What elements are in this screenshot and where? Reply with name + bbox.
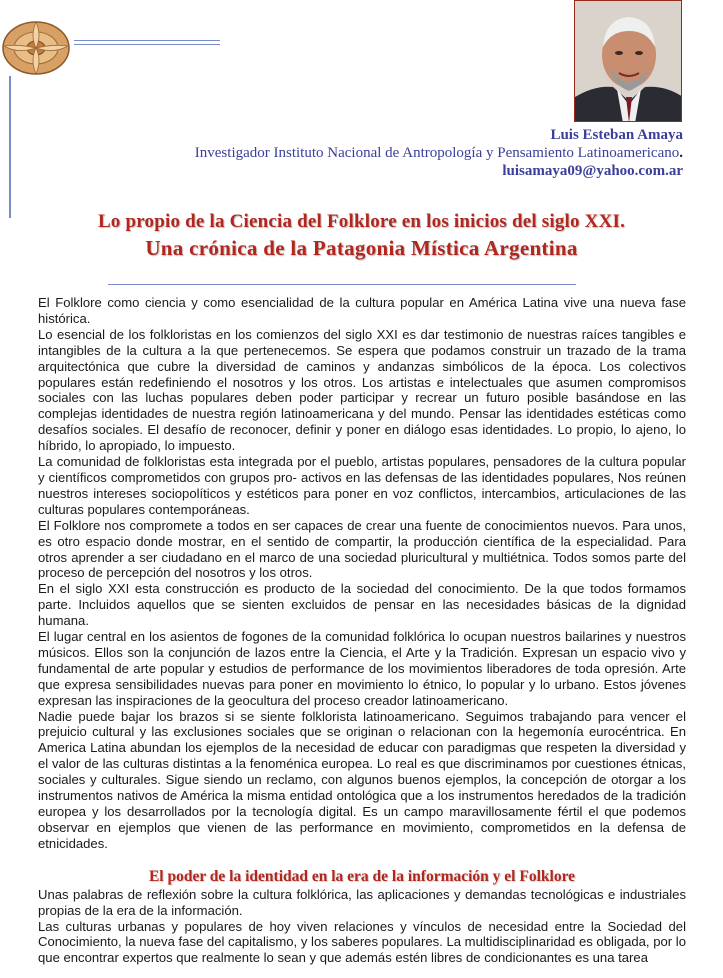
paragraph: La comunidad de folkloristas esta integrada por el pueblo, artistas populares, pensadores de la cultura popular y científicos comprometidos con grupos pro- activos en las defensas de las identidades populares, Nos reúnen nuestros intereses sociopolíticos y estéticos para poner en voz conflictos, intercambios, articulaciones de las culturas populares contemporáneas. (38, 454, 686, 517)
document-title (0, 210, 723, 262)
author-institution-text: Investigador Instituto Nacional de Antropología y Pensamiento Latinoamericano (194, 145, 680, 161)
article-body (38, 295, 686, 966)
author-portrait-icon (574, 0, 682, 122)
seed-pod-logo-icon (0, 14, 74, 80)
title-line-1: Lo propio de la Ciencia del Folklore en los inicios del siglo XXI. (97, 211, 626, 232)
header-rule-bottom (74, 44, 220, 45)
paragraph: Unas palabras de reflexión sobre la cultura folklórica, las aplicaciones y demandas tecnológicas e industriales propias de la era de la información. (38, 886, 686, 918)
header-rule-top (74, 40, 220, 41)
paragraph: Las culturas urbanas y populares de hoy viven relaciones y vínculos de necesidad entre la Sociedad del Conocimiento, la nueva fase del capitalismo, y los saberes populares. La multidisciplinaridad es obligada, por lo que encontrar expertos que realmente lo sean y que además estén libres de condicionantes es una tarea (38, 918, 686, 966)
title-rule (108, 284, 576, 285)
left-margin-rule (9, 76, 11, 218)
paragraph: El lugar central en los asientos de fogones de la comunidad folklórica lo ocupan nuestros bailarines y nuestros músicos. Ellos son la conjunción de lazos entre la Ciencia, el Arte y la Tradición. Expresan un espacio vivo y fundamental de arte popular y estudios de performance de los movimientos liberadores de toda opresión. Arte que expresa sensibilidades nuevas para poner en movimiento lo étnico, lo popular y lo urbano. Estos jóvenes expresan las inspiraciones de la geocultura del proceso creador latinoamericano. (38, 629, 686, 708)
author-email: luisamaya09@yahoo.com.ar (502, 163, 683, 179)
paragraph: Lo esencial de los folkloristas en los comienzos del siglo XXI es dar testimonio de nuestras raíces tangibles e intangibles de la cultura a la que pertenecemos. Se espera que podamos construir un trazado de la trama arquitectónica que cubre la diversidad de caminos y andanzas simbólicos de la época. Los colectivos populares están redefiniendo el nosotros y los otros. Los artistas e intelectuales que asumen compromisos sociales con las luchas populares deben poder participar y recrear un futuro posible basándose en las complejas identidades de nuestra región latinoamericana y del mundo. Pensar las identidades estéticas como desafíos sociales. El desafío de reconocer, definir y poner en diálogo esas identidades. Lo propio, lo ajeno, lo híbrido, lo apropiado, lo impuesto. (38, 326, 686, 454)
paragraph: En el siglo XXI esta construcción es producto de la sociedad del conocimiento. De la que todos formamos parte. Incluidos aquellos que se sienten excluidos de pensar en las necesidades básicas de la dignidad humana. (38, 581, 686, 629)
paragraph: El Folklore nos compromete a todos en ser capaces de crear una fuente de conocimientos nuevos. Para unos, es otro espacio donde mostrar, en el sentido de compartir, la producción científica de la especialidad. Para otros aprender a ser ciudadano en el marco de una sociedad pluricultural y multiétnica. Todos somos parte del proceso de percepción del nosotros y los otros. (38, 517, 686, 581)
title-line-2: Una crónica de la Patagonia Mística Argentina (145, 236, 578, 260)
author-name: Luis Esteban Amaya (550, 127, 683, 143)
paragraph: Nadie puede bajar los brazos si se siente folklorista latinoamericano. Seguimos trabajando para vencer el prejuicio cultural y las exclusiones sociales que se originan o relacionan con la hegemonía eurocéntrica. En America Latina abundan los ejemplos de la necesidad de educar con paradigmas que respeten la diversidad y el valor de las culturas distintas a la fenoménica europea. Lo real es que discriminamos por cuestiones étnicas, sociales y culturales. Sigue siendo un reclamo, con algunos buenos ejemplos, la concepción de otorgar a los instrumentos nativos de América la misma entidad ontológica que a los instrumentos heredados de la tradición europea y los desarrollados por la tecnología digital. Es un campo maravillosamente fértil el que podemos observar en ejemplos que vienen de las performance en movimiento, comprometidos en la defensa de etnicidades. (38, 708, 686, 851)
author-block (195, 126, 683, 180)
author-institution-period: . (679, 145, 683, 161)
section-heading: El poder de la identidad en la era de la información y el Folklore (148, 867, 576, 885)
author-institution (195, 144, 683, 162)
paragraph: El Folklore como ciencia y como esencialidad de la cultura popular en América Latina vive una nueva fase histórica. (38, 295, 686, 326)
